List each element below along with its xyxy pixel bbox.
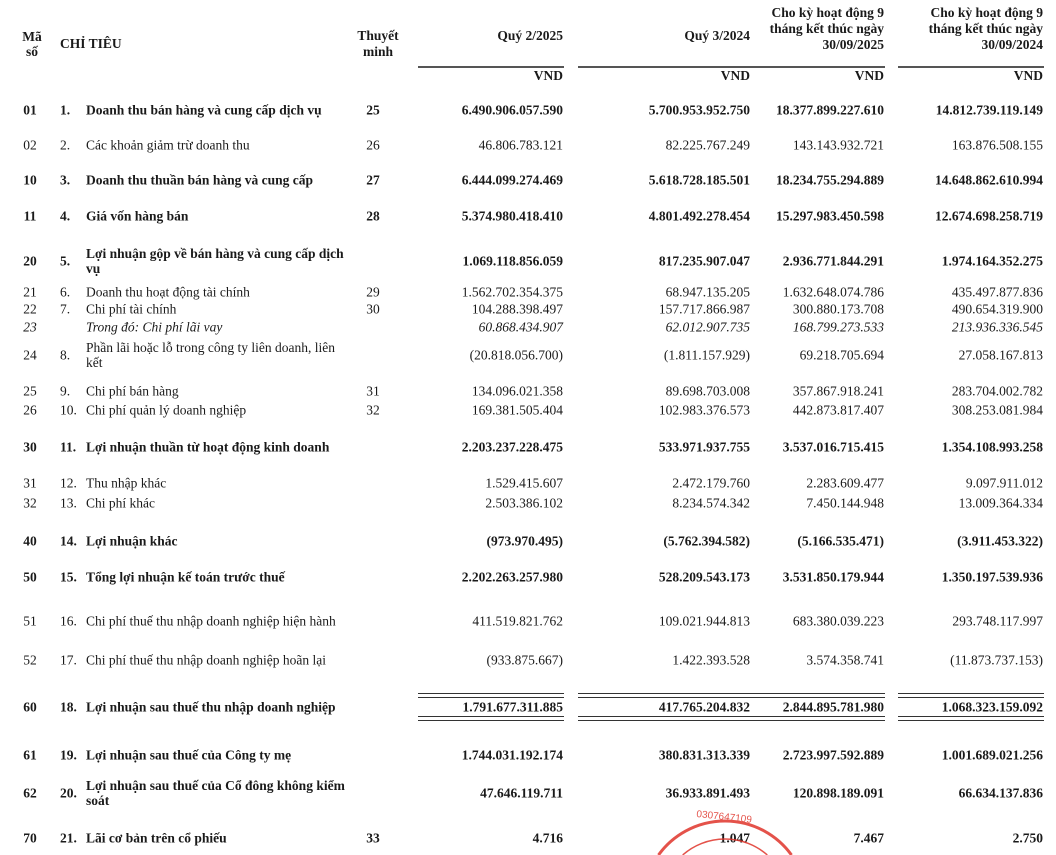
row-label: Chi phí bán hàng [86,383,179,399]
row-value: 3.537.016.715.415 [782,439,884,455]
row-value: 5.700.953.952.750 [648,102,750,118]
row-label: Doanh thu hoạt động tài chính [86,284,250,300]
row-label: Doanh thu thuần bán hàng và cung cấp [86,172,313,188]
double-rule [578,693,751,698]
row-code: 40 [23,533,37,549]
row-value: 3.574.358.741 [806,652,884,668]
row-value: 68.947.135.205 [665,284,750,300]
row-label: Lãi cơ bản trên cổ phiếu [86,830,227,846]
table-row [0,486,1056,520]
row-label: Chi phí quản lý doanh nghiệp [86,402,247,418]
row-code: 51 [23,613,37,629]
row-note: 32 [366,402,380,418]
row-value: 1.001.689.021.256 [941,747,1043,763]
row-number: 6. [60,284,71,300]
table-row [0,338,1056,372]
row-label: Chi phí thuế thu nhập doanh nghiệp hoãn lại [86,652,326,668]
row-value: 1.744.031.192.174 [461,747,563,763]
company-stamp [640,808,810,855]
row-number: 21. [60,830,77,846]
row-value: 442.873.817.407 [792,402,884,418]
row-label: Lợi nhuận sau thuế của Cổ đông không kiểm soát [86,778,345,808]
table-row [0,821,1056,855]
row-number: 2. [60,137,71,153]
row-code: 22 [23,301,37,317]
row-code: 25 [23,383,37,399]
header-col-9m-2024: Cho kỳ hoạt động 9 tháng kết thúc ngày 30/09/2024 [928,5,1043,52]
double-rule [738,716,885,721]
header-note: Thuyết minh [357,28,399,59]
row-value: 13.009.364.334 [958,495,1043,511]
header-col-q2-2025: Quý 2/2025 [497,28,563,43]
currency-label: VND [854,68,884,83]
row-number: 11. [60,439,77,455]
row-value: 169.381.505.404 [471,402,563,418]
row-code: 50 [23,569,37,585]
row-value: 69.218.705.694 [799,347,884,363]
row-value: 683.380.039.223 [792,613,884,629]
row-value: 9.097.911.012 [965,475,1043,491]
row-value: 4.801.492.278.454 [648,208,750,224]
row-code: 61 [23,747,37,763]
row-note: 33 [366,830,380,846]
row-value: (11.873.737.153) [950,652,1043,668]
table-row [0,776,1056,810]
row-value: 300.880.173.708 [792,301,884,317]
row-value: 89.698.703.008 [665,383,750,399]
row-value: (973.970.495) [486,533,563,549]
row-value: 46.806.783.121 [478,137,563,153]
row-label: Thu nhập khác [86,475,167,491]
row-number: 3. [60,172,71,188]
row-value: 1.974.164.352.275 [941,253,1043,269]
row-label: Chi phí tài chính [86,301,177,317]
row-value: 2.936.771.844.291 [782,253,884,269]
row-code: 31 [23,475,37,491]
row-code: 32 [23,495,37,511]
row-code: 01 [23,102,37,118]
row-label: Phần lãi hoặc lỗ trong công ty liên doanh, liên kết [86,340,335,370]
row-code: 70 [23,830,37,846]
row-number: 9. [60,383,71,399]
row-value: (20.818.056.700) [469,347,563,363]
row-label: Tổng lợi nhuận kế toán trước thuế [86,569,285,585]
row-value: 817.235.907.047 [658,253,750,269]
row-value: 1.068.323.159.092 [941,699,1043,715]
row-value: 18.377.899.227.610 [776,102,884,118]
header-item: CHỈ TIÊU [60,36,122,51]
row-label: Giá vốn hàng bán [86,208,189,224]
row-note: 25 [366,102,380,118]
row-code: 02 [23,137,37,153]
row-value: 1.047 [719,830,750,846]
row-value: 1.422.393.528 [672,652,750,668]
row-value: 528.209.543.173 [658,569,750,585]
row-value: 3.531.850.179.944 [782,569,884,585]
double-rule [418,716,564,721]
row-value: 134.096.021.358 [471,383,563,399]
row-value: 533.971.937.755 [658,439,750,455]
row-value: 1.632.648.074.786 [782,284,884,300]
table-row [0,643,1056,677]
row-number: 8. [60,347,71,363]
row-value: 435.497.877.836 [951,284,1043,300]
row-label: Chi phí khác [86,495,155,511]
row-value: 1.562.702.354.375 [461,284,563,300]
row-number: 5. [60,253,71,269]
row-value: 60.868.434.907 [478,319,563,335]
row-value: 1.791.677.311.885 [462,699,563,715]
row-value: 380.831.313.339 [658,747,750,763]
row-value: 7.467 [853,830,884,846]
header-code: Mã số [22,29,42,59]
header-col-9m-2025: Cho kỳ hoạt động 9 tháng kết thúc ngày 30/09/2025 [769,5,884,52]
row-value: 5.374.980.418.410 [461,208,563,224]
row-value: 283.704.002.782 [951,383,1043,399]
row-value: 168.799.273.533 [792,319,884,335]
table-row [0,738,1056,772]
row-value: 490.654.319.900 [951,301,1043,317]
double-rule [578,716,751,721]
double-rule [898,716,1044,721]
row-code: 24 [23,347,37,363]
table-row [0,163,1056,197]
row-value: 14.648.862.610.994 [935,172,1043,188]
row-number: 4. [60,208,71,224]
row-value: 36.933.891.493 [665,785,750,801]
row-code: 21 [23,284,37,300]
row-label: Lợi nhuận khác [86,533,178,549]
table-row [0,128,1056,162]
table-row [0,244,1056,278]
row-value: 157.717.866.987 [658,301,750,317]
row-value: 7.450.144.948 [806,495,884,511]
row-value: (5.762.394.582) [663,533,750,549]
row-note: 26 [366,137,380,153]
svg-text:0307647109: 0307647109 [695,809,753,826]
row-label: Doanh thu bán hàng và cung cấp dịch vụ [86,102,322,118]
row-value: 143.143.932.721 [792,137,884,153]
row-code: 60 [23,699,37,715]
row-value: 6.490.906.057.590 [461,102,563,118]
row-value: 2.844.895.781.980 [782,699,884,715]
table-row [0,524,1056,558]
row-code: 52 [23,652,37,668]
row-value: 1.069.118.856.059 [462,253,563,269]
row-label: Các khoản giảm trừ doanh thu [86,137,250,153]
row-value: 102.983.376.573 [658,402,750,418]
row-value: 8.234.574.342 [672,495,750,511]
table-row [0,604,1056,638]
row-number: 15. [60,569,77,585]
row-note: 30 [366,301,380,317]
row-number: 17. [60,652,77,668]
row-note: 27 [366,172,380,188]
table-row [0,560,1056,594]
row-number: 16. [60,613,77,629]
row-code: 30 [23,439,37,455]
double-rule [418,693,564,698]
row-label: Chi phí thuế thu nhập doanh nghiệp hiện hành [86,613,336,629]
row-value: 293.748.117.997 [952,613,1043,629]
row-value: 417.765.204.832 [658,699,750,715]
row-value: 5.618.728.185.501 [648,172,750,188]
row-value: (933.875.667) [486,652,563,668]
row-code: 10 [23,172,37,188]
table-row [0,393,1056,427]
currency-label: VND [1013,68,1043,83]
row-note: 29 [366,284,380,300]
row-code: 62 [23,785,37,801]
currency-label: VND [533,68,563,83]
row-value: 15.297.983.450.598 [776,208,884,224]
row-note: 31 [366,383,380,399]
row-number: 10. [60,402,77,418]
row-number: 12. [60,475,77,491]
row-value: 2.503.386.102 [485,495,563,511]
table-row [0,199,1056,233]
row-value: 82.225.767.249 [665,137,750,153]
row-code: 26 [23,402,37,418]
row-value: 2.723.997.592.889 [782,747,884,763]
double-rule [738,693,885,698]
row-value: 14.812.739.119.149 [935,102,1043,118]
row-value: (5.166.535.471) [797,533,884,549]
row-code: 23 [23,319,37,335]
row-label: Lợi nhuận gộp về bán hàng và cung cấp dịch vụ [86,246,344,276]
row-label: Lợi nhuận thuần từ hoạt động kinh doanh [86,439,330,455]
table-row [0,93,1056,127]
row-value: (1.811.157.929) [663,347,750,363]
row-value: 2.203.237.228.475 [461,439,563,455]
row-value: 12.674.698.258.719 [935,208,1043,224]
row-value: 109.021.944.813 [658,613,750,629]
row-value: 27.058.167.813 [958,347,1043,363]
row-value: 1.350.197.539.936 [941,569,1043,585]
row-number: 19. [60,747,77,763]
row-note: 28 [366,208,380,224]
row-value: 163.876.508.155 [951,137,1043,153]
row-value: 62.012.907.735 [665,319,750,335]
row-value: (3.911.453.322) [957,533,1043,549]
row-value: 308.253.081.984 [951,402,1043,418]
row-label: Lợi nhuận sau thuế của Công ty mẹ [86,747,292,763]
row-value: 411.519.821.762 [472,613,563,629]
row-value: 104.288.398.497 [471,301,563,317]
row-number: 18. [60,699,77,715]
row-value: 2.750 [1012,830,1043,846]
row-code: 11 [23,208,37,224]
row-number: 13. [60,495,77,511]
row-value: 2.202.263.257.980 [461,569,563,585]
row-value: 6.444.099.274.469 [461,172,563,188]
row-label: Trong đó: Chi phí lãi vay [86,319,223,335]
double-rule [898,693,1044,698]
row-value: 1.354.108.993.258 [941,439,1043,455]
row-value: 120.898.189.091 [792,785,884,801]
row-value: 18.234.755.294.889 [776,172,884,188]
header-col-q3-2024: Quý 3/2024 [684,28,750,43]
row-value: 2.283.609.477 [806,475,884,491]
row-value: 357.867.918.241 [792,383,884,399]
row-code: 20 [23,253,37,269]
row-value: 4.716 [532,830,563,846]
row-number: 20. [60,785,77,801]
row-label: Lợi nhuận sau thuế thu nhập doanh nghiệp [86,699,336,715]
row-number: 1. [60,102,71,118]
currency-label: VND [720,68,750,83]
row-value: 213.936.336.545 [951,319,1043,335]
row-number: 7. [60,301,71,317]
row-value: 47.646.119.711 [480,785,563,801]
row-value: 2.472.179.760 [672,475,750,491]
row-value: 1.529.415.607 [485,475,563,491]
row-number: 14. [60,533,77,549]
table-row [0,430,1056,464]
row-value: 66.634.137.836 [958,785,1043,801]
